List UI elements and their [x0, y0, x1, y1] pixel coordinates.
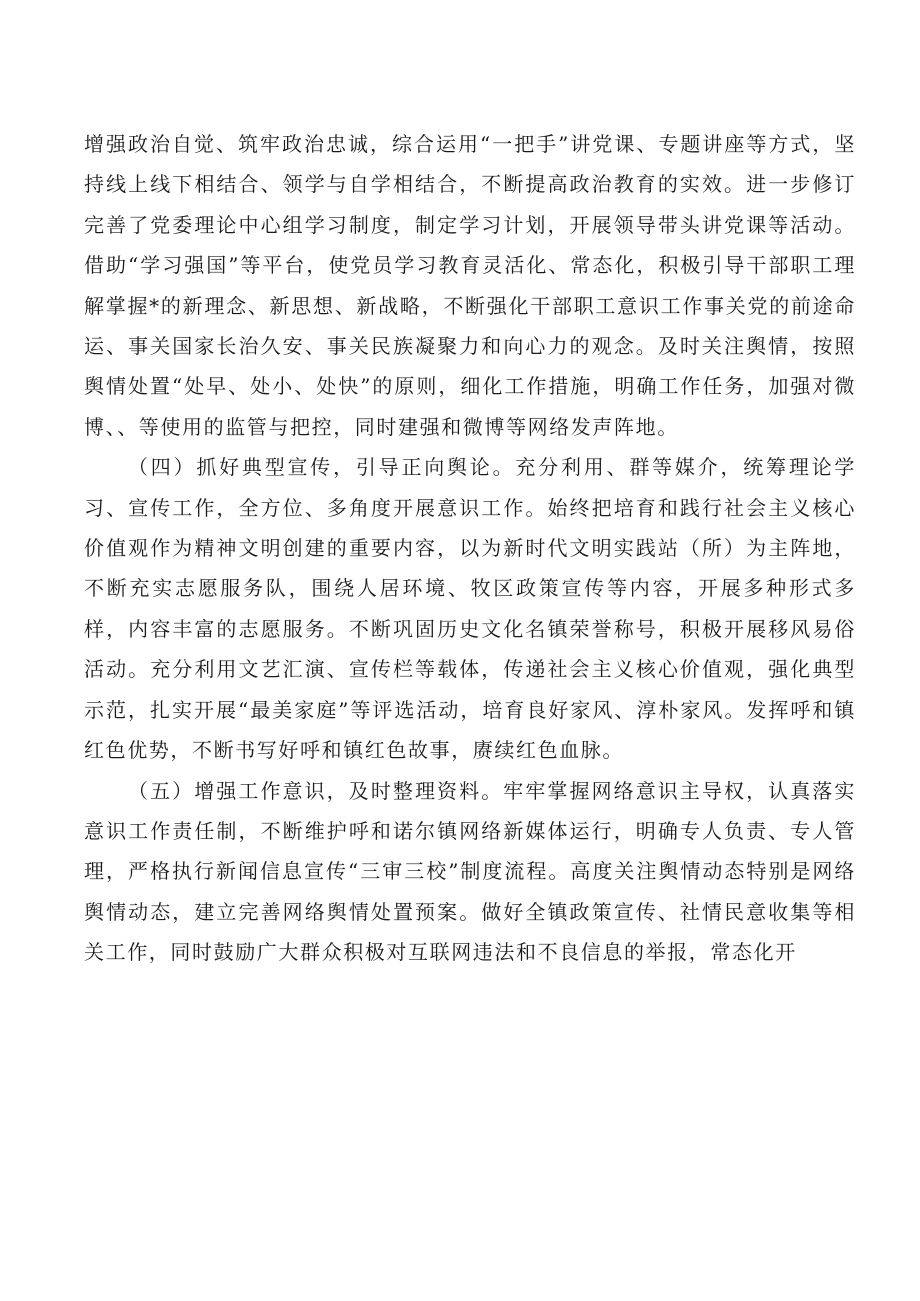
document-body [84, 124, 856, 973]
paragraph-section-4: （四）抓好典型宣传，引导正向舆论。充分利用、群等媒介，统筹理论学习、宣传工作，全方位、多角度开展意识工作。始终把培育和践行社会主义核心价值观作为精神文明创建的重要内容，以为新时代文明实践站（所）为主阵地，不断充实志愿服务队，围绕人居环境、牧区政策宣传等内容，开展多种形式多样，内容丰富的志愿服务。不断巩固历史文化名镇荣誉称号，积极开展移风易俗活动。充分利用文艺汇演、宣传栏等载体，传递社会主义核心价值观，强化典型示范，扎实开展“最美家庭”等评选活动，培育良好家风、淳朴家风。发挥呼和镇红色优势，不断书写好呼和镇红色故事，赓续红色血脉。 [84, 455, 856, 763]
paragraph-continued: 增强政治自觉、筑牢政治忠诚，综合运用“一把手”讲党课、专题讲座等方式，坚持线上线下相结合、领学与自学相结合，不断提高政治教育的实效。进一步修订完善了党委理论中心组学习制度，制定学习计划，开展领导带头讲党课等活动。借助“学习强国”等平台，使党员学习教育灵活化、常态化，积极引导干部职工理解掌握*的新理念、新思想、新战略，不断强化干部职工意识工作事关党的前途命运、事关国家长治久安、事关民族凝聚力和向心力的观念。及时关注舆情，按照舆情处置“处早、处小、处快”的原则，细化工作措施，明确工作任务，加强对微博、、等使用的监管与把控，同时建强和微博等网络发声阵地。 [84, 132, 856, 439]
paragraph-section-5: （五）增强工作意识，及时整理资料。牢牢掌握网络意识主导权，认真落实意识工作责任制，不断维护呼和诺尔镇网络新媒体运行，明确专人负责、专人管理，严格执行新闻信息宣传“三审三校”制度流程。高度关注舆情动态特别是网络舆情动态，建立完善网络舆情处置预案。做好全镇政策宣传、社情民意收集等相关工作，同时鼓励广大群众积极对互联网违法和不良信息的举报，常态化开 [84, 778, 856, 965]
